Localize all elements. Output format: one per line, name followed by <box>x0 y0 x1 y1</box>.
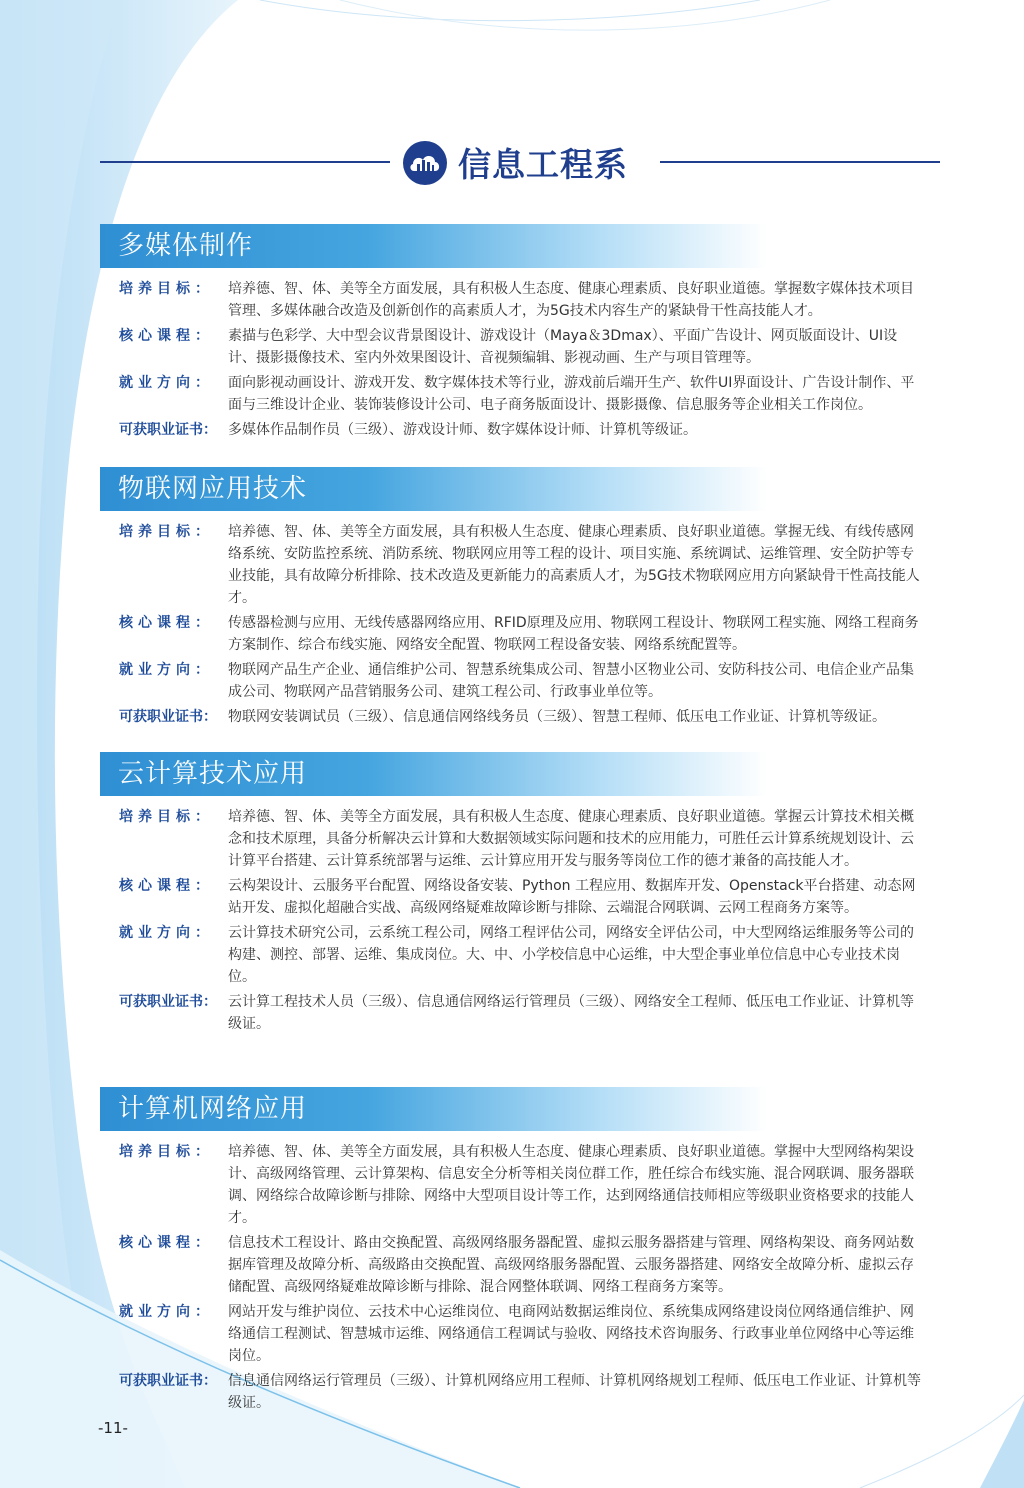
career-row <box>100 922 930 988</box>
goal-label: 培养目标： <box>119 524 214 540</box>
career-text: 面向影视动画设计、游戏开发、数字媒体技术等行业，游戏前后端开生产、软件UI界面设计、广告设计制作、平面与三维设计企业、装饰装修设计公司、电子商务版面设计、摄影摄像、信息服务等企业相关工作岗位。 <box>228 375 915 413</box>
cert-text: 物联网安装调试员（三级）、信息通信网络线务员（三级）、智慧工程师、低压电工作业证、计算机等级证。 <box>228 709 886 725</box>
cert-row <box>100 706 930 728</box>
career-row <box>100 659 930 703</box>
course-label: 核心课程： <box>119 1235 214 1251</box>
goal-row <box>100 806 930 872</box>
career-text: 网站开发与维护岗位、云技术中心运维岗位、电商网站数据运维岗位、系统集成网络建设岗位网络通信维护、网络通信工程测试、智慧城市运维、网络通信工程调试与验收、网络技术咨询服务、行政事业单位网络中心等运维岗位。 <box>228 1304 914 1364</box>
career-text: 物联网产品生产企业、通信维护公司、智慧系统集成公司、智慧小区物业公司、安防科技公司、电信企业产品集成公司、物联网产品营销服务公司、建筑工程公司、行政事业单位等。 <box>228 662 914 700</box>
goal-row <box>100 1141 930 1229</box>
career-label: 就业方向： <box>119 662 214 678</box>
cert-row <box>100 419 930 441</box>
goal-row <box>100 521 930 609</box>
section-title: 计算机网络应用 <box>100 1087 768 1131</box>
section-multimedia <box>100 224 930 444</box>
goal-text: 培养德、智、体、美等全方面发展，具有积极人生态度、健康心理素质、良好职业道德。掌握无线、有线传感网络系统、安防监控系统、消防系统、物联网应用等工程的设计、项目实施、系统调试、运维管理、安全防护等专业技能，具有故障分析排除、技术改造及更新能力的高素质人才，为5G技术物联网应用方向紧缺骨干性高技能人才。 <box>228 524 920 606</box>
cert-row <box>100 991 930 1035</box>
department-title: 信息工程系 <box>458 145 628 184</box>
course-label: 核心课程： <box>119 878 214 894</box>
course-row <box>100 612 930 656</box>
goal-label: 培养目标： <box>119 809 214 825</box>
course-text: 云构架设计、云服务平台配置、网络设备安装、Python 工程应用、数据库开发、Openstack平台搭建、动态网站开发、虚拟化超融合实战、高级网络疑难故障诊断与排除、云端混合网联调、云网工程商务方案等。 <box>228 878 916 916</box>
goal-row <box>100 278 930 322</box>
course-text: 传感器检测与应用、无线传感器网络应用、RFID原理及应用、物联网工程设计、物联网工程实施、网络工程商务方案制作、综合布线实施、网络安全配置、物联网工程设备安装、网络系统配置等。 <box>228 615 919 653</box>
cert-label: 可获职业证书： <box>119 1373 217 1389</box>
course-text: 信息技术工程设计、路由交换配置、高级网络服务器配置、虚拟云服务器搭建与管理、网络构架设、商务网站数据库管理及故障分析、高级路由交换配置、高级网络服务器配置、云服务器搭建、网络安全故障分析、虚拟云存储配置、高级网络疑难故障诊断与排除、混合网整体联调、网络工程商务方案等。 <box>228 1235 914 1295</box>
career-row <box>100 372 930 416</box>
career-label: 就业方向： <box>119 1304 214 1320</box>
cert-row <box>100 1370 930 1414</box>
goal-label: 培养目标： <box>119 281 214 297</box>
goal-text: 培养德、智、体、美等全方面发展，具有积极人生态度、健康心理素质、良好职业道德。掌握中大型网络构架设计、高级网络管理、云计算架构、信息安全分析等相关岗位群工作，胜任综合布线实施、混合网联调、服务器联调、网络综合故障诊断与排除、网络中大型项目设计等工作，达到网络通信技师相应等级职业资格要求的技能人才。 <box>228 1144 914 1226</box>
goal-text: 培养德、智、体、美等全方面发展，具有积极人生态度、健康心理素质、良好职业道德。掌握云计算技术相关概念和技术原理，具备分析解决云计算和大数据领域实际问题和技术的应用能力，可胜任云计算系统规划设计、云计算平台搭建、云计算系统部署与运维、云计算应用开发与服务等岗位工作的德才兼备的高技能人才。 <box>228 809 914 869</box>
course-row <box>100 325 930 369</box>
cert-text: 云计算工程技术人员（三级）、信息通信网络运行管理员（三级）、网络安全工程师、低压电工作业证、计算机等级证。 <box>228 994 914 1032</box>
section-title: 多媒体制作 <box>100 224 768 268</box>
goal-label: 培养目标： <box>119 1144 214 1160</box>
career-label: 就业方向： <box>119 375 214 391</box>
course-label: 核心课程： <box>119 615 214 631</box>
course-label: 核心课程： <box>119 328 214 344</box>
cert-label: 可获职业证书： <box>119 422 217 438</box>
section-title: 云计算技术应用 <box>100 752 768 796</box>
header-right-line <box>660 161 940 163</box>
goal-text: 培养德、智、体、美等全方面发展，具有积极人生态度、健康心理素质、良好职业道德。掌握数字媒体技术项目管理、多媒体融合改造及创新创作的高素质人才，为5G技术内容生产的紧缺骨干性高技能人才。 <box>228 281 914 319</box>
course-row <box>100 875 930 919</box>
page-number: -11- <box>98 1419 128 1437</box>
course-row <box>100 1232 930 1298</box>
section-network <box>100 1087 930 1417</box>
cert-text: 多媒体作品制作员（三级）、游戏设计师、数字媒体设计师、计算机等级证。 <box>228 422 697 438</box>
career-text: 云计算技术研究公司，云系统工程公司，网络工程评估公司，网络安全评估公司，中大型网络运维服务等公司的构建、测控、部署、运维、集成岗位。大、中、小学校信息中心运维，中大型企事业单位信息中心专业技术岗位。 <box>228 925 914 985</box>
course-text: 素描与色彩学、大中型会议背景图设计、游戏设计（Maya＆3Dmax）、平面广告设计、网页版面设计、UI设计、摄影摄像技术、室内外效果图设计、音视频编辑、影视动画、生产与项目管理等。 <box>228 328 898 366</box>
cert-label: 可获职业证书： <box>119 709 217 725</box>
career-label: 就业方向： <box>119 925 214 941</box>
section-cloud <box>100 752 930 1038</box>
section-iot <box>100 467 930 731</box>
cert-label: 可获职业证书： <box>119 994 217 1010</box>
cert-text: 信息通信网络运行管理员（三级）、计算机网络应用工程师、计算机网络规划工程师、低压电工作业证、计算机等级证。 <box>228 1373 921 1411</box>
department-header <box>100 136 940 188</box>
section-title: 物联网应用技术 <box>100 467 768 511</box>
header-left-line <box>100 161 390 163</box>
career-row <box>100 1301 930 1367</box>
department-logo-icon <box>402 140 448 186</box>
